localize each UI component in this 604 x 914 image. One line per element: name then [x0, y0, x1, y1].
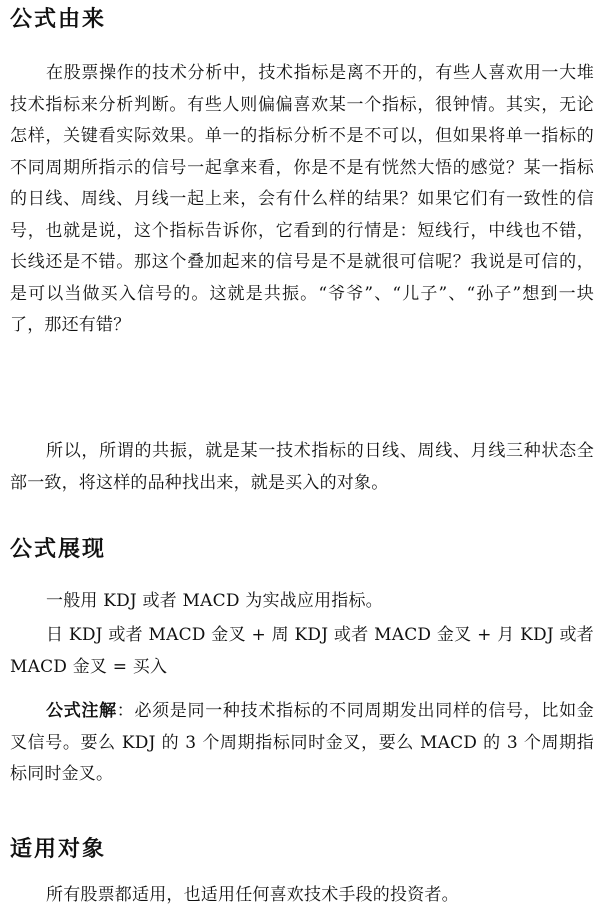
formula-note-label: 公式注解 — [46, 701, 117, 721]
section-title-formula-origin: 公式由来 — [10, 7, 107, 32]
paragraph-formula-note — [10, 696, 594, 791]
formula-note-text: ：必须是同一种技术指标的不同周期发出同样的信号，比如金叉信号。要么 KDJ 的 3 个周期指标同时金叉，要么 MACD 的 3 个周期指标同时金叉。 — [10, 701, 594, 784]
paragraph-formula: 日 KDJ 或者 MACD 金叉 + 周 KDJ 或者 MACD 金叉 + 月 KDJ 或者 MACD 金叉 = 买入 — [10, 625, 594, 677]
paragraph-resonance-definition: 所以，所谓的共振，就是某一技术指标的日线、周线、月线三种状态全部一致，将这样的品种找出来，就是买入的对象。 — [10, 441, 594, 493]
paragraph-resonance-explanation: 在股票操作的技术分析中，技术指标是离不开的，有些人喜欢用一大堆技术指标来分析判断。有些人则偏偏喜欢某一个指标，很钟情。其实，无论怎样，关键看实际效果。单一的指标分析不是不可以，但如果将单一指标的不同周期所指示的信号一起拿来看，你是不是有恍然大悟的感觉？某一指标的日线、周线、月线一起上来，会有什么样的结果？如果它们有一致性的信号，也就是说，这个指标告诉你，它看到的行情是：短线行，中线也不错，长线还是不错。那这个叠加起来的信号是不是就很可信呢？我说是可信的，是可以当做买入信号的。这就是共振。“爷爷”、“儿子”、“孙子”想到一块了，那还有错？ — [10, 63, 594, 335]
section-title-applicable-targets: 适用对象 — [10, 837, 107, 862]
section-title-formula-display: 公式展现 — [10, 537, 107, 562]
paragraph-applicable-targets: 所有股票都适用，也适用任何喜欢技术手段的投资者。 — [46, 885, 459, 905]
paragraph-indicator-usage: 一般用 KDJ 或者 MACD 为实战应用指标。 — [46, 591, 383, 611]
